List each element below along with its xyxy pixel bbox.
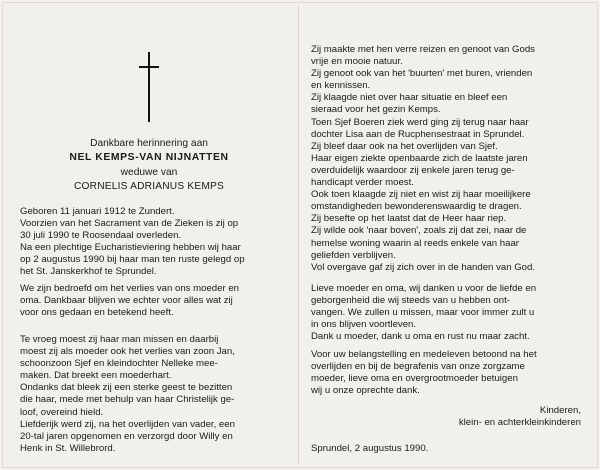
deceased-name: NEL KEMPS-VAN NIJNATTEN xyxy=(69,152,229,163)
text-line: Haar eigen ziekte openbaarde zich de laatste jaren xyxy=(311,152,528,164)
text-line: Lieve moeder en oma, wij danken u voor de liefde en xyxy=(311,283,537,294)
text-line: Voor uw belangstelling en medeleven betoond na het xyxy=(311,349,537,360)
text-line: Vol overgave gaf zij zich over in de handen van God. xyxy=(311,261,535,273)
cross-icon-bar xyxy=(139,66,159,68)
text-line: vangen. We zullen u missen, maar voor immer zult u xyxy=(311,307,535,319)
text-line: maken. Dat breekt een moederhart. xyxy=(20,370,172,382)
text-line: 20-tal jaren opgenomen en verzorgd door Willy en xyxy=(20,430,233,442)
text-line: oma. Dankbaar blijven we echter voor alles wat zij xyxy=(20,295,233,307)
text-line: Liefderijk werd zij, na het overlijden van vader, een xyxy=(20,418,235,430)
text-line: Zij wilde ook 'naar boven', zoals zij dat zei, naar de xyxy=(311,225,527,237)
text-line: schoonzoon Sjef en kleindochter Nelleke mee- xyxy=(20,358,218,370)
text-line: Geboren 11 januari 1912 te Zundert. xyxy=(20,206,175,217)
text-line: moest zij als moeder ook het verlies van zoon Jan, xyxy=(20,346,235,358)
text-line: We zijn bedroefd om het verlies van ons moeder en xyxy=(20,283,239,294)
text-line: Zij besefte op het laatst dat de Heer haar riep. xyxy=(311,213,507,225)
text-line: die haar, mede met behulp van haar Christelijk ge- xyxy=(20,394,235,406)
text-line: Ook toen klaagde zij niet en wist zij haar moeilijkere xyxy=(311,189,531,201)
right-paragraph-1 xyxy=(311,44,587,274)
text-line: het St. Janskerkhof te Sprundel. xyxy=(20,266,157,278)
text-line: Ondanks dat bleek zij een sterke geest te bezitten xyxy=(20,382,233,394)
signature-line-1: Kinderen, xyxy=(539,405,581,416)
text-line: Te vroeg moest zij haar man missen en daarbij xyxy=(20,334,219,345)
spouse-name: CORNELIS ADRIANUS KEMPS xyxy=(73,181,225,192)
text-line: vrije en mooie natuur. xyxy=(311,56,403,68)
text-line: Toen Sjef Boeren ziek werd ging zij terug naar haar xyxy=(311,116,529,128)
left-paragraph-1 xyxy=(20,206,286,279)
text-line: op 2 augustus 1990 bij haar man ten ruste gelegd op xyxy=(20,254,245,266)
text-line: voor ons gedaan en betekend heeft. xyxy=(20,307,174,319)
text-line: Zij genoot ook van het 'buurten' met buren, vrienden xyxy=(311,68,533,80)
signature-line-2: klein- en achterkleinkinderen xyxy=(458,417,581,429)
text-line: loof, overeind hield. xyxy=(20,406,104,418)
text-line: dochter Lisa aan de Rucphensestraat in Sprundel. xyxy=(311,128,525,140)
signature-block xyxy=(311,405,581,429)
text-line: hemelse woning waarin al reeds enkele van haar xyxy=(311,237,519,249)
text-line: handicapt verder moest. xyxy=(311,177,414,189)
text-line: wij u onze oprechte dank. xyxy=(311,385,420,397)
text-line: in ons blijven voortleven. xyxy=(311,319,417,331)
text-line: sieraad voor het gezin Kemps. xyxy=(311,104,441,116)
text-line: 30 juli 1990 te Roosendaal overleden. xyxy=(20,230,182,242)
left-paragraph-3 xyxy=(20,334,286,455)
text-line: Zij maakte met hen verre reizen en genoot van Gods xyxy=(311,44,535,55)
relation-text: weduwe van xyxy=(120,167,178,178)
text-line: omstandigheden bewonderenswaardig te dragen. xyxy=(311,201,522,213)
text-line: Dank u moeder, dank u oma en rust nu maar zacht. xyxy=(311,331,530,343)
text-line: overduidelijk waardoor zij enkele jaren terug ge- xyxy=(311,164,515,176)
text-line: geborgenheid die wij steeds van u hebben ont- xyxy=(311,295,510,307)
text-line: Na een plechtige Eucharistieviering hebben wij haar xyxy=(20,242,241,254)
text-line: en kennissen. xyxy=(311,80,371,92)
text-line: moeder, lieve oma en overgrootmoeder betuigen xyxy=(311,373,518,385)
text-line: Voorzien van het Sacrament van de Zieken is zij op xyxy=(20,218,239,230)
place-date xyxy=(311,443,587,455)
right-paragraph-2 xyxy=(311,283,587,343)
text-line: Zij bleef daar ook na het overlijden van Sjef. xyxy=(311,140,498,152)
text-line: Zij klaagde niet over haar situatie en bleef een xyxy=(311,92,508,104)
left-paragraph-2 xyxy=(20,283,286,319)
cross-icon xyxy=(148,52,150,122)
right-paragraph-3 xyxy=(311,349,587,397)
card-fold-line xyxy=(298,6,299,464)
intro-text: Dankbare herinnering aan xyxy=(90,138,208,149)
text-line: Henk in St. Willebrord. xyxy=(20,442,116,454)
text-line: geliefden verblijven. xyxy=(311,249,396,261)
place-date-text: Sprundel, 2 augustus 1990. xyxy=(311,443,429,454)
text-line: overlijden en bij de begrafenis van onze zorgzame xyxy=(311,361,525,373)
